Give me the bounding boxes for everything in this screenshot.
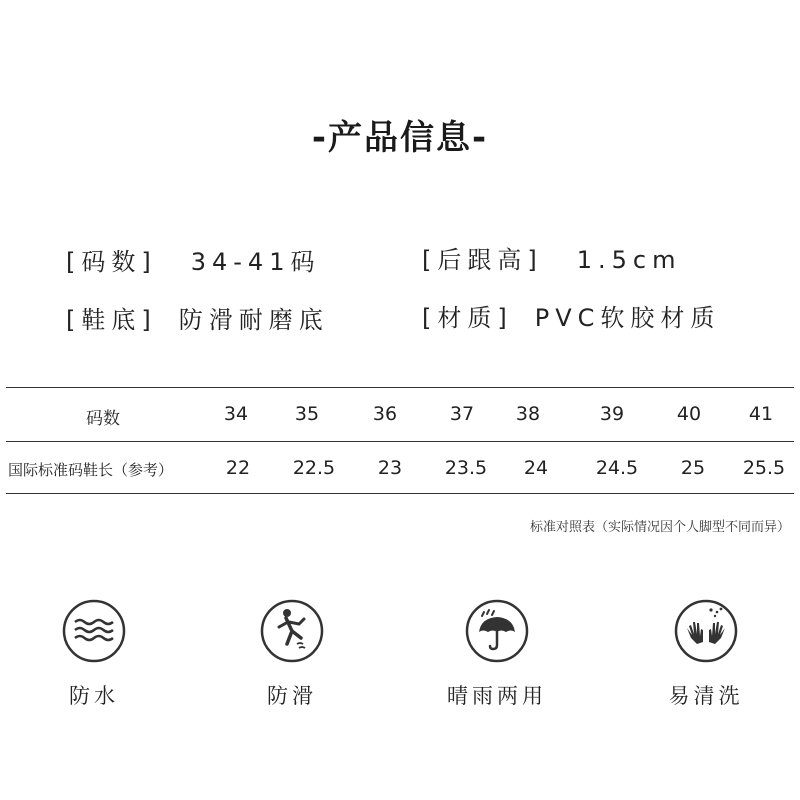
feature-label: 防水 [69, 684, 119, 708]
umbrella-rain-icon [464, 598, 530, 664]
table-top-rule [6, 387, 794, 388]
spec-heel-value: 1.5cm [576, 246, 682, 274]
length-cell: 23.5 [444, 457, 488, 479]
spec-size-key: [码数] [66, 248, 157, 276]
length-cell: 22 [225, 457, 251, 479]
waves-icon [61, 598, 127, 664]
page-title: -产品信息- [311, 118, 489, 158]
length-cell: 23 [377, 457, 403, 479]
spec-size [66, 242, 320, 277]
size-cell: 36 [372, 403, 398, 425]
table-mid-rule [6, 441, 794, 442]
spec-heel [422, 240, 681, 275]
length-cell: 24.5 [595, 457, 639, 479]
length-row-label: 国际标准码鞋长（参考） [8, 461, 174, 479]
feature-label: 晴雨两用 [447, 684, 547, 708]
length-cell: 25 [680, 457, 706, 479]
spec-sole-value: 防滑耐磨底 [178, 306, 329, 334]
feature-waterproof [14, 598, 174, 710]
feature-easy-clean [626, 598, 786, 710]
slip-person-icon [259, 598, 325, 664]
length-cell: 25.5 [742, 457, 786, 479]
table-bottom-rule [6, 493, 794, 494]
spec-material-value: PVC软胶材质 [534, 304, 721, 332]
size-cell: 35 [294, 403, 320, 425]
feature-label: 易清洗 [668, 684, 744, 708]
spec-material [422, 298, 720, 333]
size-cell: 38 [515, 403, 541, 425]
size-cell: 37 [449, 403, 475, 425]
spec-heel-key: [后跟高] [422, 246, 543, 274]
feature-antislip [212, 598, 372, 710]
size-cell: 40 [676, 403, 702, 425]
length-cell: 22.5 [292, 457, 336, 479]
size-cell: 34 [223, 403, 249, 425]
length-cell: 24 [523, 457, 549, 479]
size-cell: 39 [599, 403, 625, 425]
spec-size-value: 34-41码 [190, 248, 321, 276]
washing-hands-icon [673, 598, 739, 664]
size-table-note: 标准对照表（实际情况因个人脚型不同而异） [529, 520, 790, 535]
spec-sole [66, 300, 329, 335]
size-cell: 41 [748, 403, 774, 425]
size-row-label: 码数 [86, 409, 120, 429]
feature-all-weather [417, 598, 577, 710]
feature-label: 防滑 [267, 684, 317, 708]
spec-sole-key: [鞋底] [66, 306, 157, 334]
spec-material-key: [材质] [422, 304, 513, 332]
